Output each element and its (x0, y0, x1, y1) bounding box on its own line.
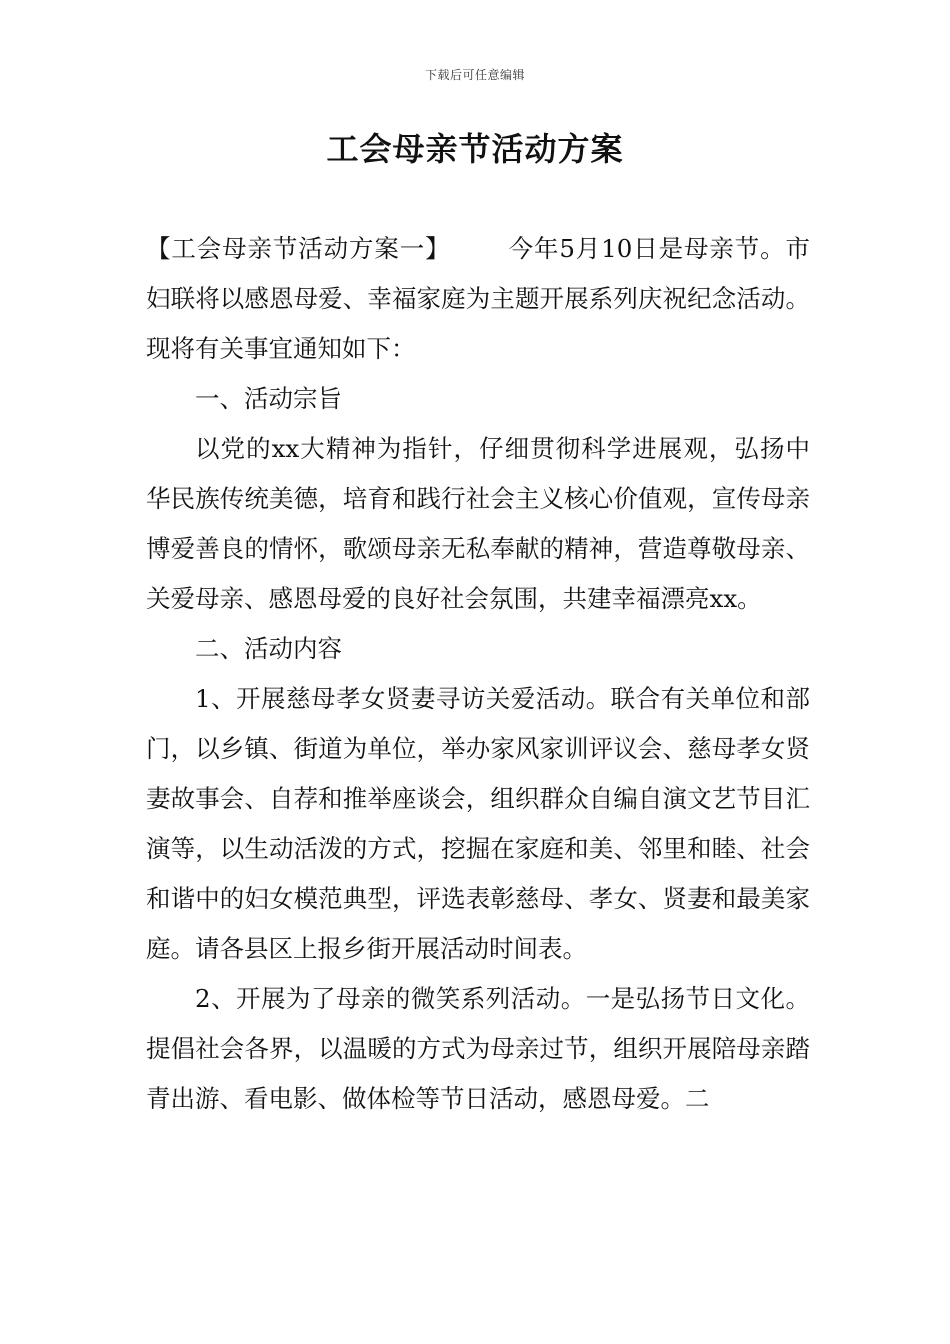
intro-paragraph (146, 224, 810, 374)
paragraph-item-1: 1、开展慈母孝女贤妻寻访关爱活动。联合有关单位和部门，以乡镇、街道为单位，举办家风家训评议会、慈母孝女贤妻故事会、自荐和推举座谈会，组织群众自编自演文艺节目汇演等，以生动活泼的方式，挖掘在家庭和美、邻里和睦、社会和谐中的妇女模范典型，评选表彰慈母、孝女、贤妻和最美家庭。请各县区上报乡街开展活动时间表。 (146, 684, 810, 963)
header-note: 下载后可任意编辑 (424, 68, 525, 82)
document-title: 工会母亲节活动方案 (326, 130, 624, 168)
paragraph-item-2: 2、开展为了母亲的微笑系列活动。一是弘扬节日文化。提倡社会各界，以温暖的方式为母亲过节，组织开展陪母亲踏青出游、看电影、做体检等节日活动，感恩母爱。二 (146, 984, 810, 1113)
intro-heading: 【工会母亲节活动方案一】 (146, 234, 451, 263)
paragraph-purpose: 以党的xx大精神为指针，仔细贯彻科学进展观，弘扬中华民族传统美德，培育和践行社会主义核心价值观，宣传母亲博爱善良的情怀，歌颂母亲无私奉献的精神，营造尊敬母亲、关爱母亲、感恩母爱的良好社会氛围，共建幸福漂亮xx。 (146, 434, 810, 613)
section-heading-content: 二、活动内容 (195, 634, 342, 663)
document-body (146, 224, 810, 1124)
intro-text: 今年5月10日是母亲节。市妇联将以感恩母爱、幸福家庭为主题开展系列庆祝纪念活动。现将有关事宜通知如下： (146, 234, 811, 363)
section-heading-purpose: 一、活动宗旨 (195, 384, 342, 413)
